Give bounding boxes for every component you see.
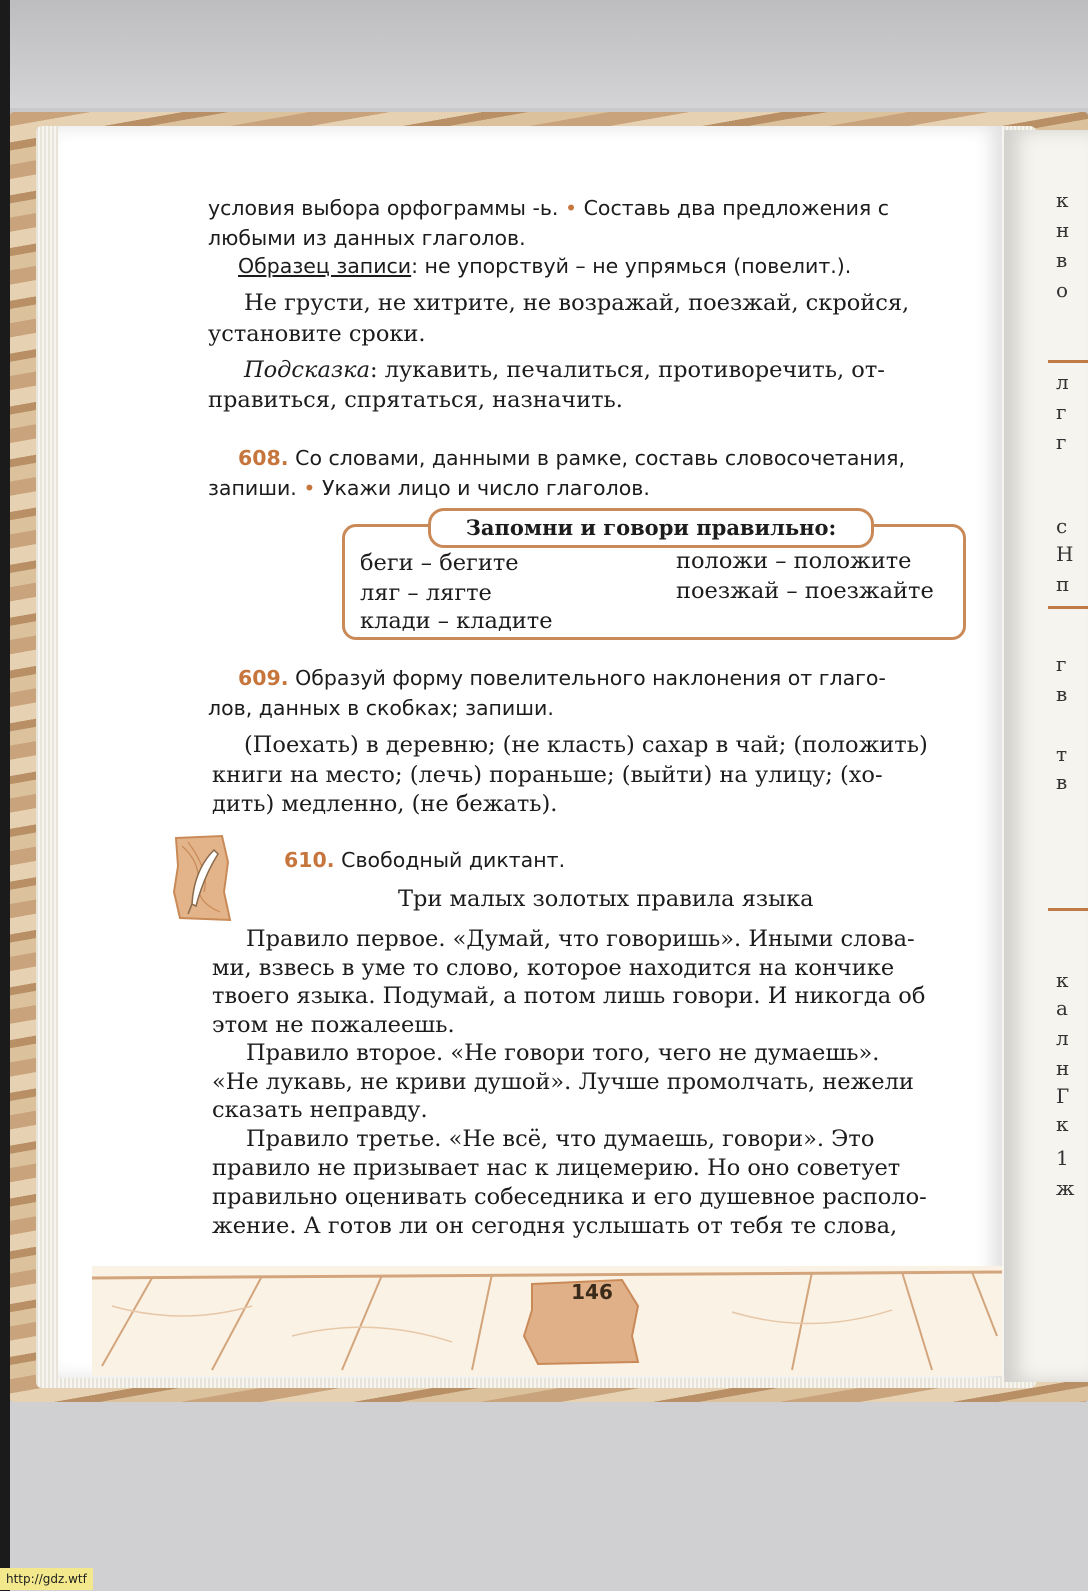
dictation-line: жение. А готов ли он сегодня услышать от тебя те слова,	[212, 1213, 898, 1239]
exercise-text-line: (Поехать) в деревню; (не класть) сахар в чай; (положить)	[244, 732, 928, 758]
site-watermark[interactable]: http://gdz.wtf	[0, 1568, 93, 1590]
fragment: н	[1056, 218, 1070, 242]
exercise-610-heading	[284, 848, 565, 872]
scanner-background	[10, 1402, 1088, 1591]
fragment: л	[1056, 370, 1069, 394]
task-text: запиши.	[208, 476, 297, 500]
dictation-line: этом не пожалеешь.	[212, 1012, 455, 1038]
page-number: 146	[571, 1280, 613, 1304]
task-continuation-line	[208, 196, 889, 220]
dictation-title: Три малых золотых правила языка	[398, 886, 814, 912]
dictation-line: твоего языка. Подумай, а потом лишь говори. И никогда об	[212, 983, 926, 1009]
fragment: г	[1056, 400, 1067, 424]
task-text: Со словами, данными в рамке, составь словосочетания,	[295, 446, 905, 470]
fragment: к	[1056, 188, 1069, 212]
dictation-line: сказать неправду.	[212, 1097, 428, 1123]
task-line	[208, 476, 650, 500]
fragment: с	[1056, 514, 1068, 538]
exercise-609-heading	[238, 666, 886, 690]
memo-item: беги – бегите	[360, 550, 519, 576]
fragment: Г	[1056, 1084, 1070, 1108]
fragment: п	[1056, 572, 1070, 596]
exercise-number: 610.	[284, 848, 335, 872]
dictation-line: Правило первое. «Думай, что говоришь». Иными слова-	[246, 926, 915, 952]
hint-label: Подсказка	[244, 357, 371, 383]
task-text: Свободный диктант.	[341, 848, 566, 872]
exercise-text-line: книги на место; (лечь) пораньше; (выйти) на улицу; (хо-	[212, 762, 883, 788]
task-line: лов, данных в скобках; запиши.	[208, 696, 554, 720]
scanner-background	[10, 0, 1088, 108]
hint-line	[244, 357, 885, 383]
memo-item: поезжай – поезжайте	[676, 578, 934, 604]
memo-item: положи – положите	[676, 548, 912, 574]
next-page-edge	[1004, 130, 1088, 1382]
task-text: Укажи лицо и число глаголов.	[321, 476, 650, 500]
exercise-608-heading	[238, 446, 905, 470]
fragment: в	[1056, 770, 1068, 794]
hint-text: : лукавить, печалиться, противоречить, от-	[370, 357, 885, 383]
fragment: н	[1056, 1056, 1070, 1080]
exercise-number: 608.	[238, 446, 289, 470]
exercise-number: 609.	[238, 666, 289, 690]
fragment: к	[1056, 968, 1069, 992]
sample-text: : не упорствуй – не упрямься (повелит.).	[411, 254, 852, 278]
fragment: к	[1056, 1112, 1069, 1136]
fragment: а	[1056, 996, 1068, 1020]
task-line: любыми из данных глаголов.	[208, 226, 526, 250]
scan-edge	[0, 0, 10, 1591]
bullet: •	[303, 476, 316, 500]
footer-wood-ornament	[92, 1266, 1002, 1376]
divider	[1048, 908, 1088, 911]
text: Составь два предложения с	[583, 196, 890, 220]
fragment: г	[1056, 652, 1067, 676]
sample-label: Образец записи	[238, 254, 412, 278]
exercise-text-line: дить) медленно, (не бежать).	[212, 791, 558, 817]
sample-line	[238, 254, 851, 278]
dictation-line: правильно оценивать собеседника и его душевное располо-	[212, 1184, 927, 1210]
divider	[1048, 606, 1088, 609]
fragment: г	[1056, 430, 1067, 454]
dictation-line: ми, взвесь в уме то слово, которое находится на кончике	[212, 955, 895, 981]
hint-line: правиться, спрятаться, назначить.	[208, 387, 623, 413]
text: условия выбора орфограммы -ь.	[208, 196, 559, 220]
dictation-line: правило не призывает нас к лицемерию. Но оно советует	[212, 1155, 901, 1181]
memo-item: ляг – лягте	[360, 580, 492, 606]
memo-item: клади – кладите	[360, 608, 553, 634]
word-list-line: Не грусти, не хитрите, не возражай, поезжай, скройся,	[244, 290, 910, 316]
fragment: л	[1056, 1026, 1069, 1050]
divider	[1048, 360, 1088, 363]
task-text: Образуй форму повелительного наклонения от глаго-	[295, 666, 886, 690]
dictation-line: Правило второе. «Не говори того, чего не думаешь».	[246, 1040, 880, 1066]
fragment: 1	[1056, 1146, 1069, 1170]
dictation-line: Правило третье. «Не всё, что думаешь, говори». Это	[246, 1126, 875, 1152]
fragment: Н	[1056, 542, 1074, 566]
fragment: о	[1056, 278, 1069, 302]
feather-icon	[170, 832, 232, 924]
fragment: ж	[1056, 1176, 1075, 1200]
memo-title: Запомни и говори правильно:	[428, 508, 874, 548]
dictation-line: «Не лукавь, не криви душой». Лучше промолчать, нежели	[212, 1069, 914, 1095]
fragment: в	[1056, 248, 1068, 272]
word-list-line: установите сроки.	[208, 321, 426, 347]
bullet: •	[564, 196, 578, 220]
fragment: в	[1056, 682, 1068, 706]
fragment: т	[1056, 742, 1068, 766]
